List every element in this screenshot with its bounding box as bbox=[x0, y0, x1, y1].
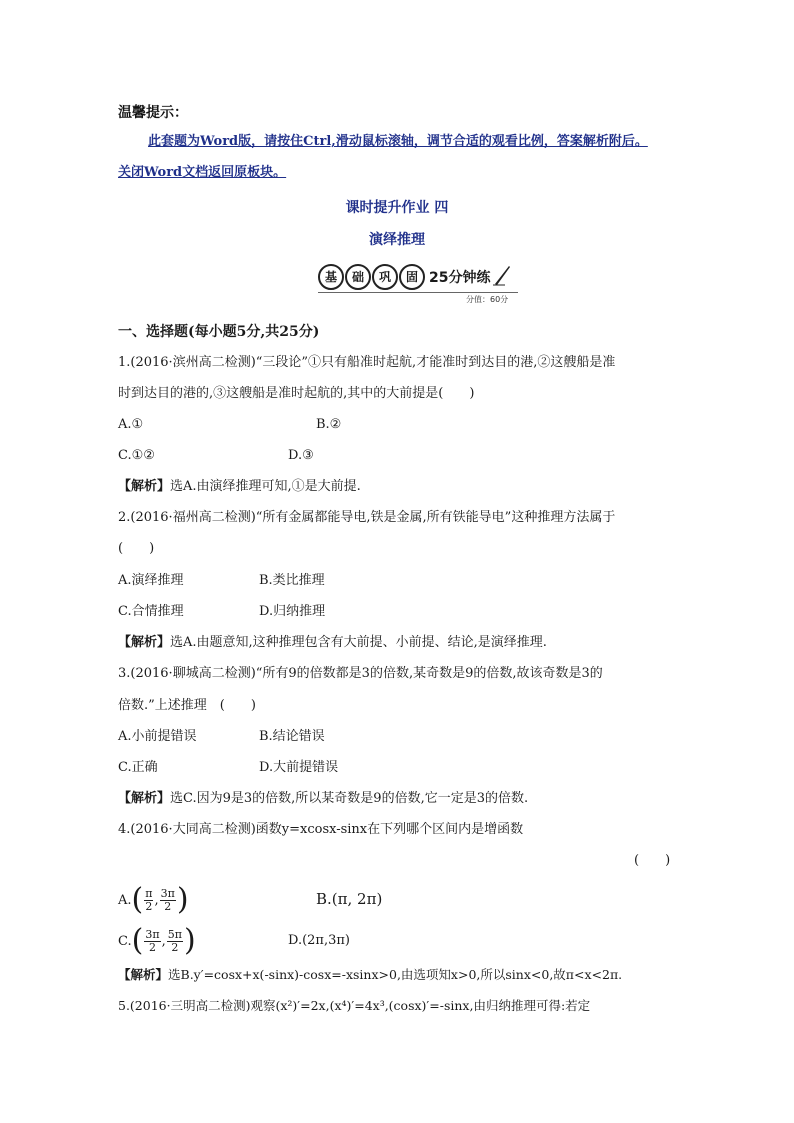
hint-line-1: 此套题为Word版，请按住Ctrl,滑动鼠标滚轴，调节合适的观看比例，答案解析附后。 bbox=[148, 134, 648, 149]
q3-option-c: C.正确 bbox=[118, 760, 158, 775]
q4-answer-bracket: ( ) bbox=[634, 853, 671, 868]
option-letter: C. bbox=[118, 933, 132, 949]
paren-right: ) bbox=[176, 882, 189, 917]
page-title: 课时提升作业 四 bbox=[345, 200, 449, 216]
answer-label: 【解析】 bbox=[118, 967, 169, 982]
q1-stem-line1: 1.(2016·滨州高二检测)“三段论”①只有船准时起航,才能准时到达目的港,②这艘船是准 bbox=[118, 355, 616, 370]
q1-option-d: D.③ bbox=[288, 448, 314, 463]
paren-left: ( bbox=[131, 882, 144, 917]
banner-badge: 础 bbox=[345, 264, 371, 290]
q2-option-b: B.类比推理 bbox=[259, 573, 325, 588]
q3-option-d: D.大前提错误 bbox=[259, 760, 339, 775]
answer-text: 选A.由演绎推理可知,①是大前提. bbox=[170, 479, 361, 494]
q2-stem-line2: ( ) bbox=[118, 541, 155, 556]
comma: , bbox=[154, 892, 159, 908]
q4-answer bbox=[118, 966, 622, 984]
hint-line-2: 关闭Word文档返回原板块。 bbox=[118, 165, 287, 180]
q2-option-c: C.合情推理 bbox=[118, 604, 184, 619]
hint-title: 温馨提示： bbox=[118, 105, 188, 121]
q1-option-a: A.① bbox=[118, 417, 144, 432]
fraction: $\frac{\pi}{2}$ bbox=[145, 886, 153, 913]
pen-icon bbox=[493, 264, 511, 290]
q1-option-b: B.② bbox=[316, 417, 342, 432]
q2-option-a: A.演绎推理 bbox=[118, 573, 184, 588]
q2-option-d: D.归纳推理 bbox=[259, 604, 326, 619]
paren-right: ) bbox=[183, 923, 196, 958]
q4-option-d: D.(2π,3π) bbox=[288, 933, 350, 948]
fraction: $\frac{3\pi}{2}$ bbox=[160, 886, 175, 913]
q3-stem-line1: 3.(2016·聊城高二检测)“所有9的倍数都是3的倍数,某奇数是9的倍数,故该奇数是3的 bbox=[118, 666, 603, 681]
answer-label: 【解析】 bbox=[118, 791, 171, 806]
q1-answer bbox=[118, 478, 361, 496]
fraction: $\frac{3\pi}{2}$ bbox=[145, 927, 160, 954]
banner-badge: 固 bbox=[399, 264, 425, 290]
q3-option-a: A.小前提错误 bbox=[118, 729, 197, 744]
score-divider bbox=[318, 292, 518, 293]
answer-label: 【解析】 bbox=[118, 635, 171, 650]
q4-stem-line1: 4.(2016·大同高二检测)函数y=xcosx-sinx在下列哪个区间内是增函数 bbox=[118, 822, 524, 837]
banner-badge: 巩 bbox=[372, 264, 398, 290]
q2-answer bbox=[118, 634, 547, 652]
q4-option-c bbox=[118, 920, 196, 962]
q4-option-b: B.(π, 2π) bbox=[316, 890, 383, 908]
answer-text: 选C.因为9是3的倍数,所以某奇数是9的倍数,它一定是3的倍数. bbox=[170, 791, 529, 806]
section-title: 一、选择题(每小题5分,共25分) bbox=[118, 324, 320, 340]
q3-answer bbox=[118, 790, 528, 808]
q4-option-a bbox=[118, 879, 189, 921]
fraction: $\frac{5\pi}{2}$ bbox=[167, 927, 182, 954]
q1-option-c: C.①② bbox=[118, 448, 155, 463]
paren-left: ( bbox=[131, 923, 144, 958]
q2-stem-line1: 2.(2016·福州高二检测)“所有金属都能导电,铁是金属,所有铁能导电”这种推理方法属于 bbox=[118, 510, 616, 525]
score-label: 分值：60分 bbox=[466, 295, 509, 304]
banner-time: 25分钟练 bbox=[429, 270, 491, 286]
q3-stem-line2: 倍数.”上述推理 ( ) bbox=[118, 698, 256, 713]
option-letter: A. bbox=[118, 892, 132, 908]
q3-option-b: B.结论错误 bbox=[259, 729, 325, 744]
q1-stem-line2: 时到达目的港的,③这艘船是准时起航的,其中的大前提是( ) bbox=[118, 386, 475, 401]
answer-label: 【解析】 bbox=[118, 479, 171, 494]
banner-badge: 基 bbox=[318, 264, 344, 290]
answer-text: 选B.y′=cosx+x(-sinx)-cosx=-xsinx>0,由选项知x>0,所以sinx<0,故π<x<2π. bbox=[168, 967, 623, 982]
page-subtitle: 演绎推理 bbox=[369, 232, 425, 248]
q5-stem-line1: 5.(2016·三明高二检测)观察(x²)′=2x,(x⁴)′=4x³,(cosx)′=-sinx,由归纳推理可得:若定 bbox=[118, 998, 591, 1013]
answer-text: 选A.由题意知,这种推理包含有大前提、小前提、结论,是演绎推理. bbox=[170, 635, 547, 650]
comma: , bbox=[161, 933, 166, 949]
practice-banner bbox=[318, 264, 511, 290]
